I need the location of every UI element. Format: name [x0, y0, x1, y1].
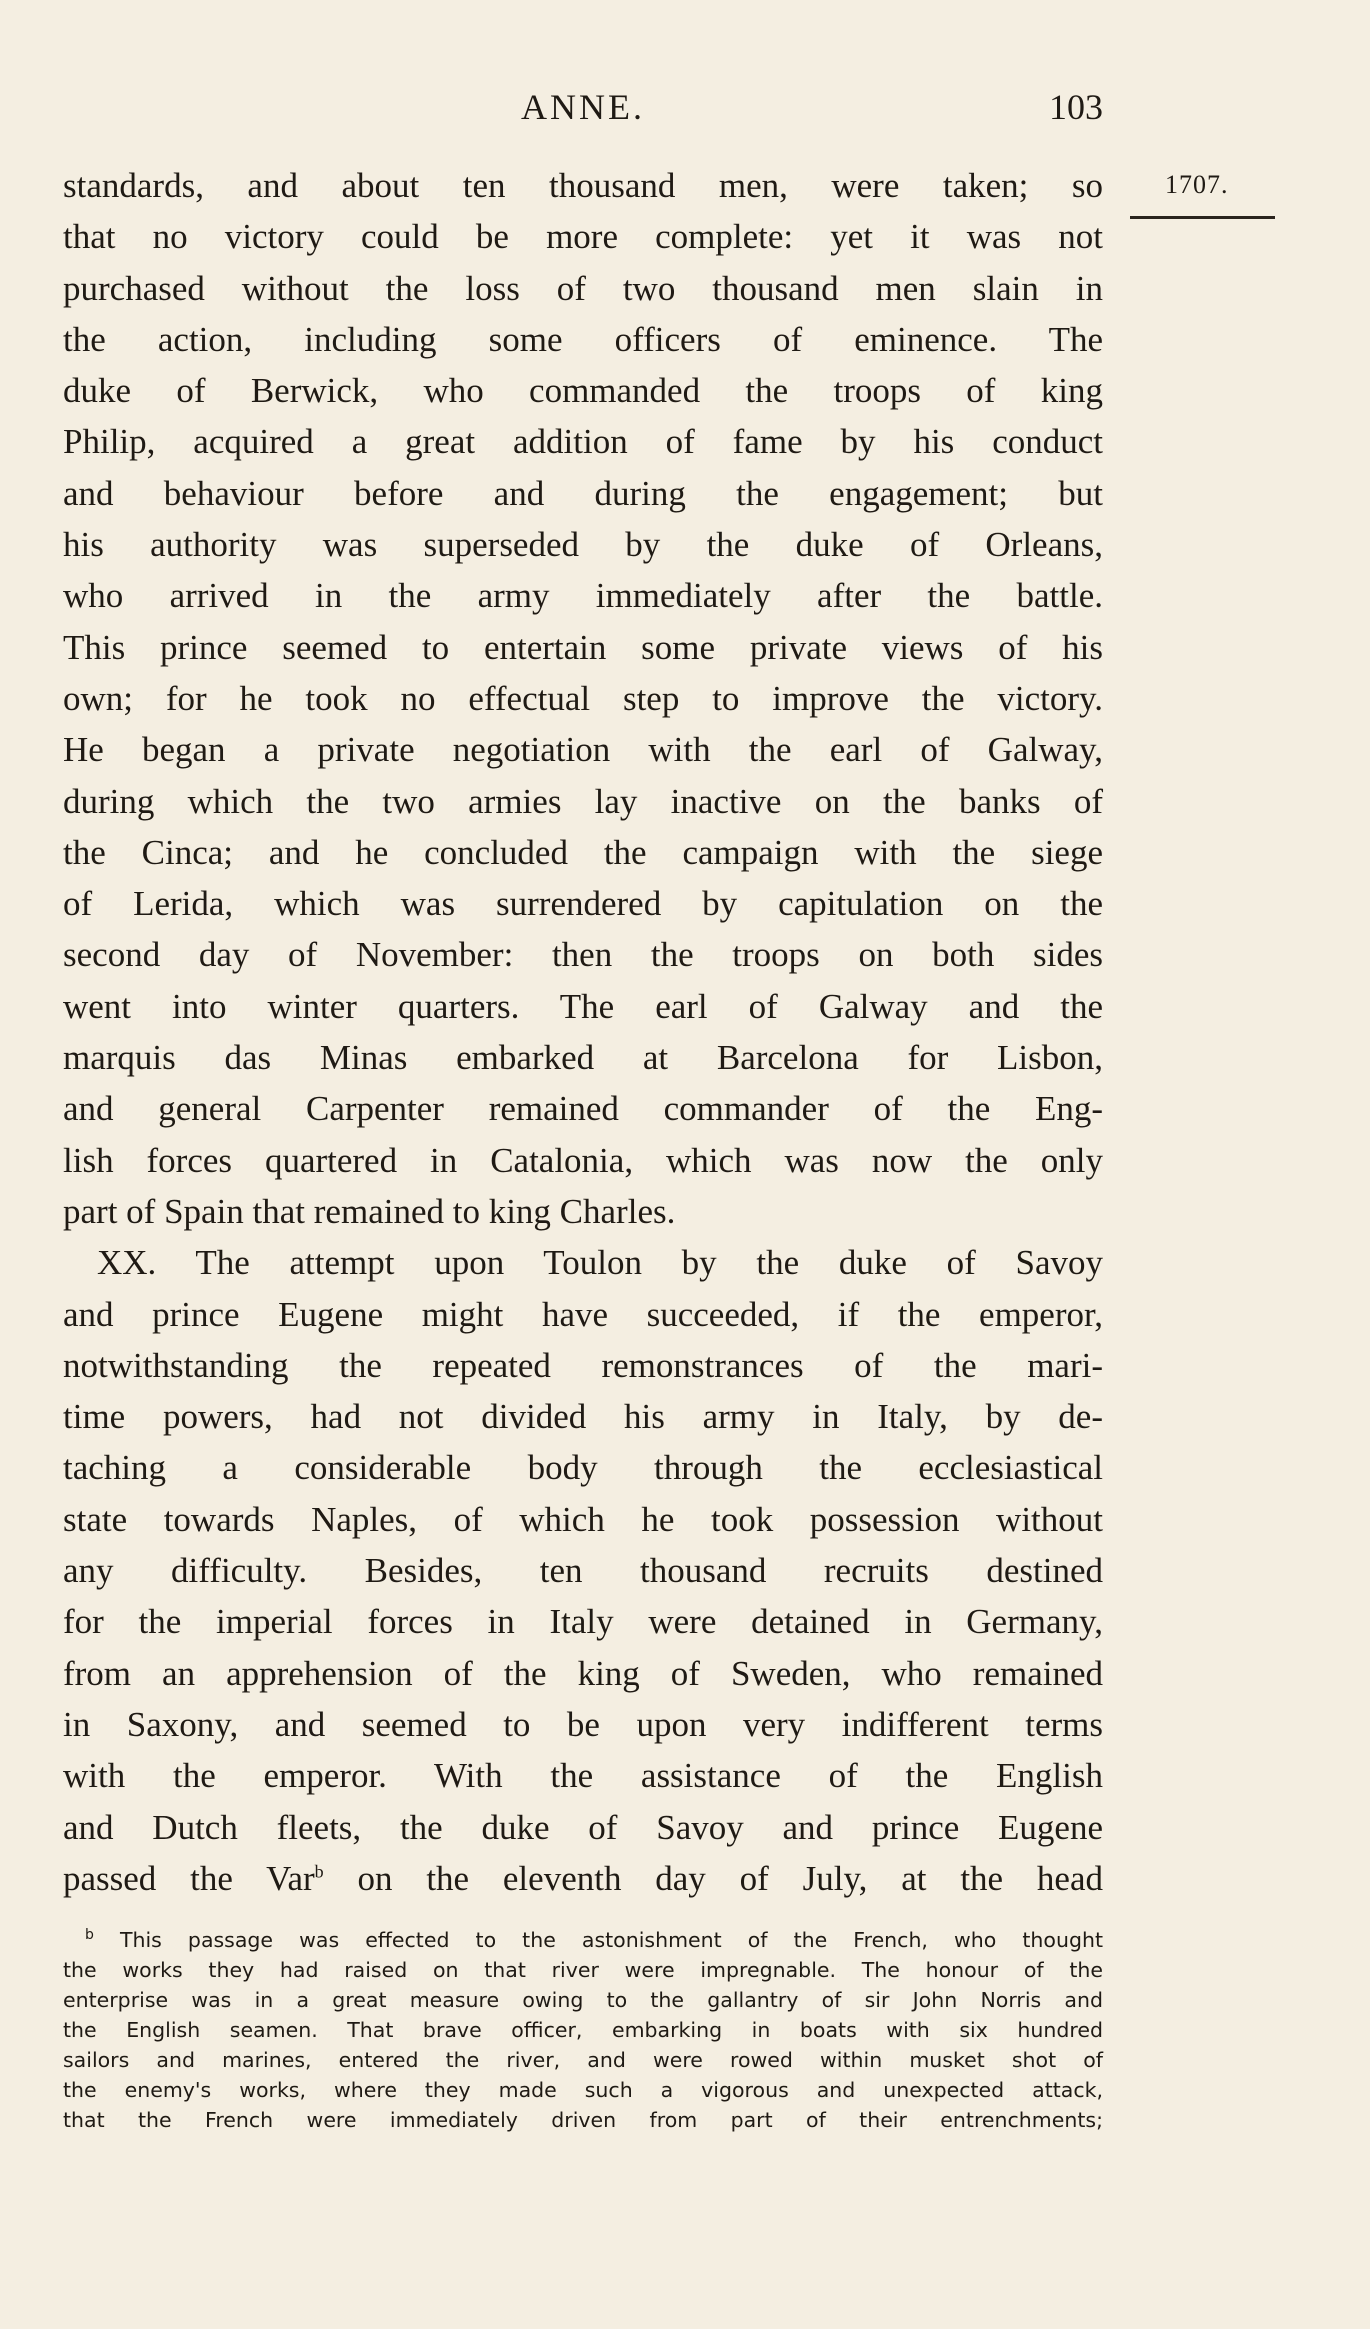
text-line: his authority was superseded by the duke of Orleans,: [63, 525, 1103, 565]
text-line: in Saxony, and seemed to be upon very indifferent terms: [63, 1704, 1103, 1744]
text-line: state towards Naples, of which he took possession without: [63, 1499, 1103, 1539]
text-line: He began a private negotiation with the earl of Galway,: [63, 730, 1103, 770]
footnote-marker: b: [85, 1927, 94, 1944]
running-head: [63, 82, 1103, 132]
section-start-line: XX. The attempt upon Toulon by the duke of Savoy: [97, 1243, 1103, 1283]
text-line: of Lerida, which was surrendered by capitulation on the: [63, 884, 1103, 924]
text-line: and Dutch fleets, the duke of Savoy and prince Eugene: [63, 1807, 1103, 1847]
text-line: with the emperor. With the assistance of the English: [63, 1756, 1103, 1796]
footnote-line: sailors and marines, entered the river, and were rowed within musket shot of: [63, 2048, 1103, 2072]
text-line: for the imperial forces in Italy were detained in Germany,: [63, 1602, 1103, 1642]
footnote: [63, 1925, 1103, 2135]
footnote-line: that the French were immediately driven from part of their entrenchments;: [63, 2108, 1103, 2132]
text-line: and prince Eugene might have succeeded, if the emperor,: [63, 1294, 1103, 1334]
running-title: ANNE.: [521, 87, 645, 127]
text-line: time powers, had not divided his army in Italy, by de-: [63, 1397, 1103, 1437]
margin-rule: [1130, 216, 1275, 219]
footnote-line: the English seamen. That brave officer, embarking in boats with six hundred: [63, 2018, 1103, 2042]
text-line: notwithstanding the repeated remonstrances of the mari-: [63, 1345, 1103, 1385]
text-line: who arrived in the army immediately after the battle.: [63, 576, 1103, 616]
footnote-line: the works they had raised on that river were impregnable. The honour of the: [63, 1958, 1103, 1982]
margin-year-note: 1707.: [1165, 170, 1229, 199]
text-line: own; for he took no effectual step to improve the victory.: [63, 678, 1103, 718]
footnote-line: [63, 1925, 1103, 1955]
footnote-line: enterprise was in a great measure owing to the gallantry of sir John Norris and: [63, 1988, 1103, 2012]
text-line: that no victory could be more complete: yet it was not: [63, 217, 1103, 257]
text-line: went into winter quarters. The earl of Galway and the: [63, 986, 1103, 1026]
text-line: duke of Berwick, who commanded the troops of king: [63, 371, 1103, 411]
text-line: and behaviour before and during the engagement; but: [63, 473, 1103, 513]
footnote-line: the enemy's works, where they made such a vigorous and unexpected attack,: [63, 2078, 1103, 2102]
text-line: any difficulty. Besides, ten thousand recruits destined: [63, 1551, 1103, 1591]
text-line: [63, 1853, 1103, 1904]
text-line: taching a considerable body through the ecclesiastical: [63, 1448, 1103, 1488]
page-number: 103: [1049, 87, 1103, 127]
text-line: second day of November: then the troops on both sides: [63, 935, 1103, 975]
footnote-reference[interactable]: b: [314, 1861, 324, 1882]
text-line: marquis das Minas embarked at Barcelona for Lisbon,: [63, 1038, 1103, 1078]
text-line: part of Spain that remained to king Charles.: [63, 1191, 676, 1231]
text-line: This prince seemed to entertain some private views of his: [63, 627, 1103, 667]
text-fragment: on the eleventh day of July, at the head: [323, 1858, 1103, 1898]
body-text: [63, 160, 1103, 1904]
text-line: the action, including some officers of eminence. The: [63, 319, 1103, 359]
text-line: Philip, acquired a great addition of fame by his conduct: [63, 422, 1103, 462]
text-line: standards, and about ten thousand men, were taken; so: [63, 166, 1103, 205]
text-line: the Cinca; and he concluded the campaign with the siege: [63, 832, 1103, 872]
text-line: purchased without the loss of two thousand men slain in: [63, 268, 1103, 308]
text-line: lish forces quartered in Catalonia, which was now the only: [63, 1140, 1103, 1180]
footnote-text: This passage was effected to the astonishment of the French, who thought: [119, 1928, 1103, 1952]
text-line: and general Carpenter remained commander of the Eng-: [63, 1089, 1103, 1129]
text-fragment: passed the Var: [63, 1858, 315, 1898]
text-line: during which the two armies lay inactive on the banks of: [63, 781, 1103, 821]
text-line: from an apprehension of the king of Sweden, who remained: [63, 1653, 1103, 1693]
